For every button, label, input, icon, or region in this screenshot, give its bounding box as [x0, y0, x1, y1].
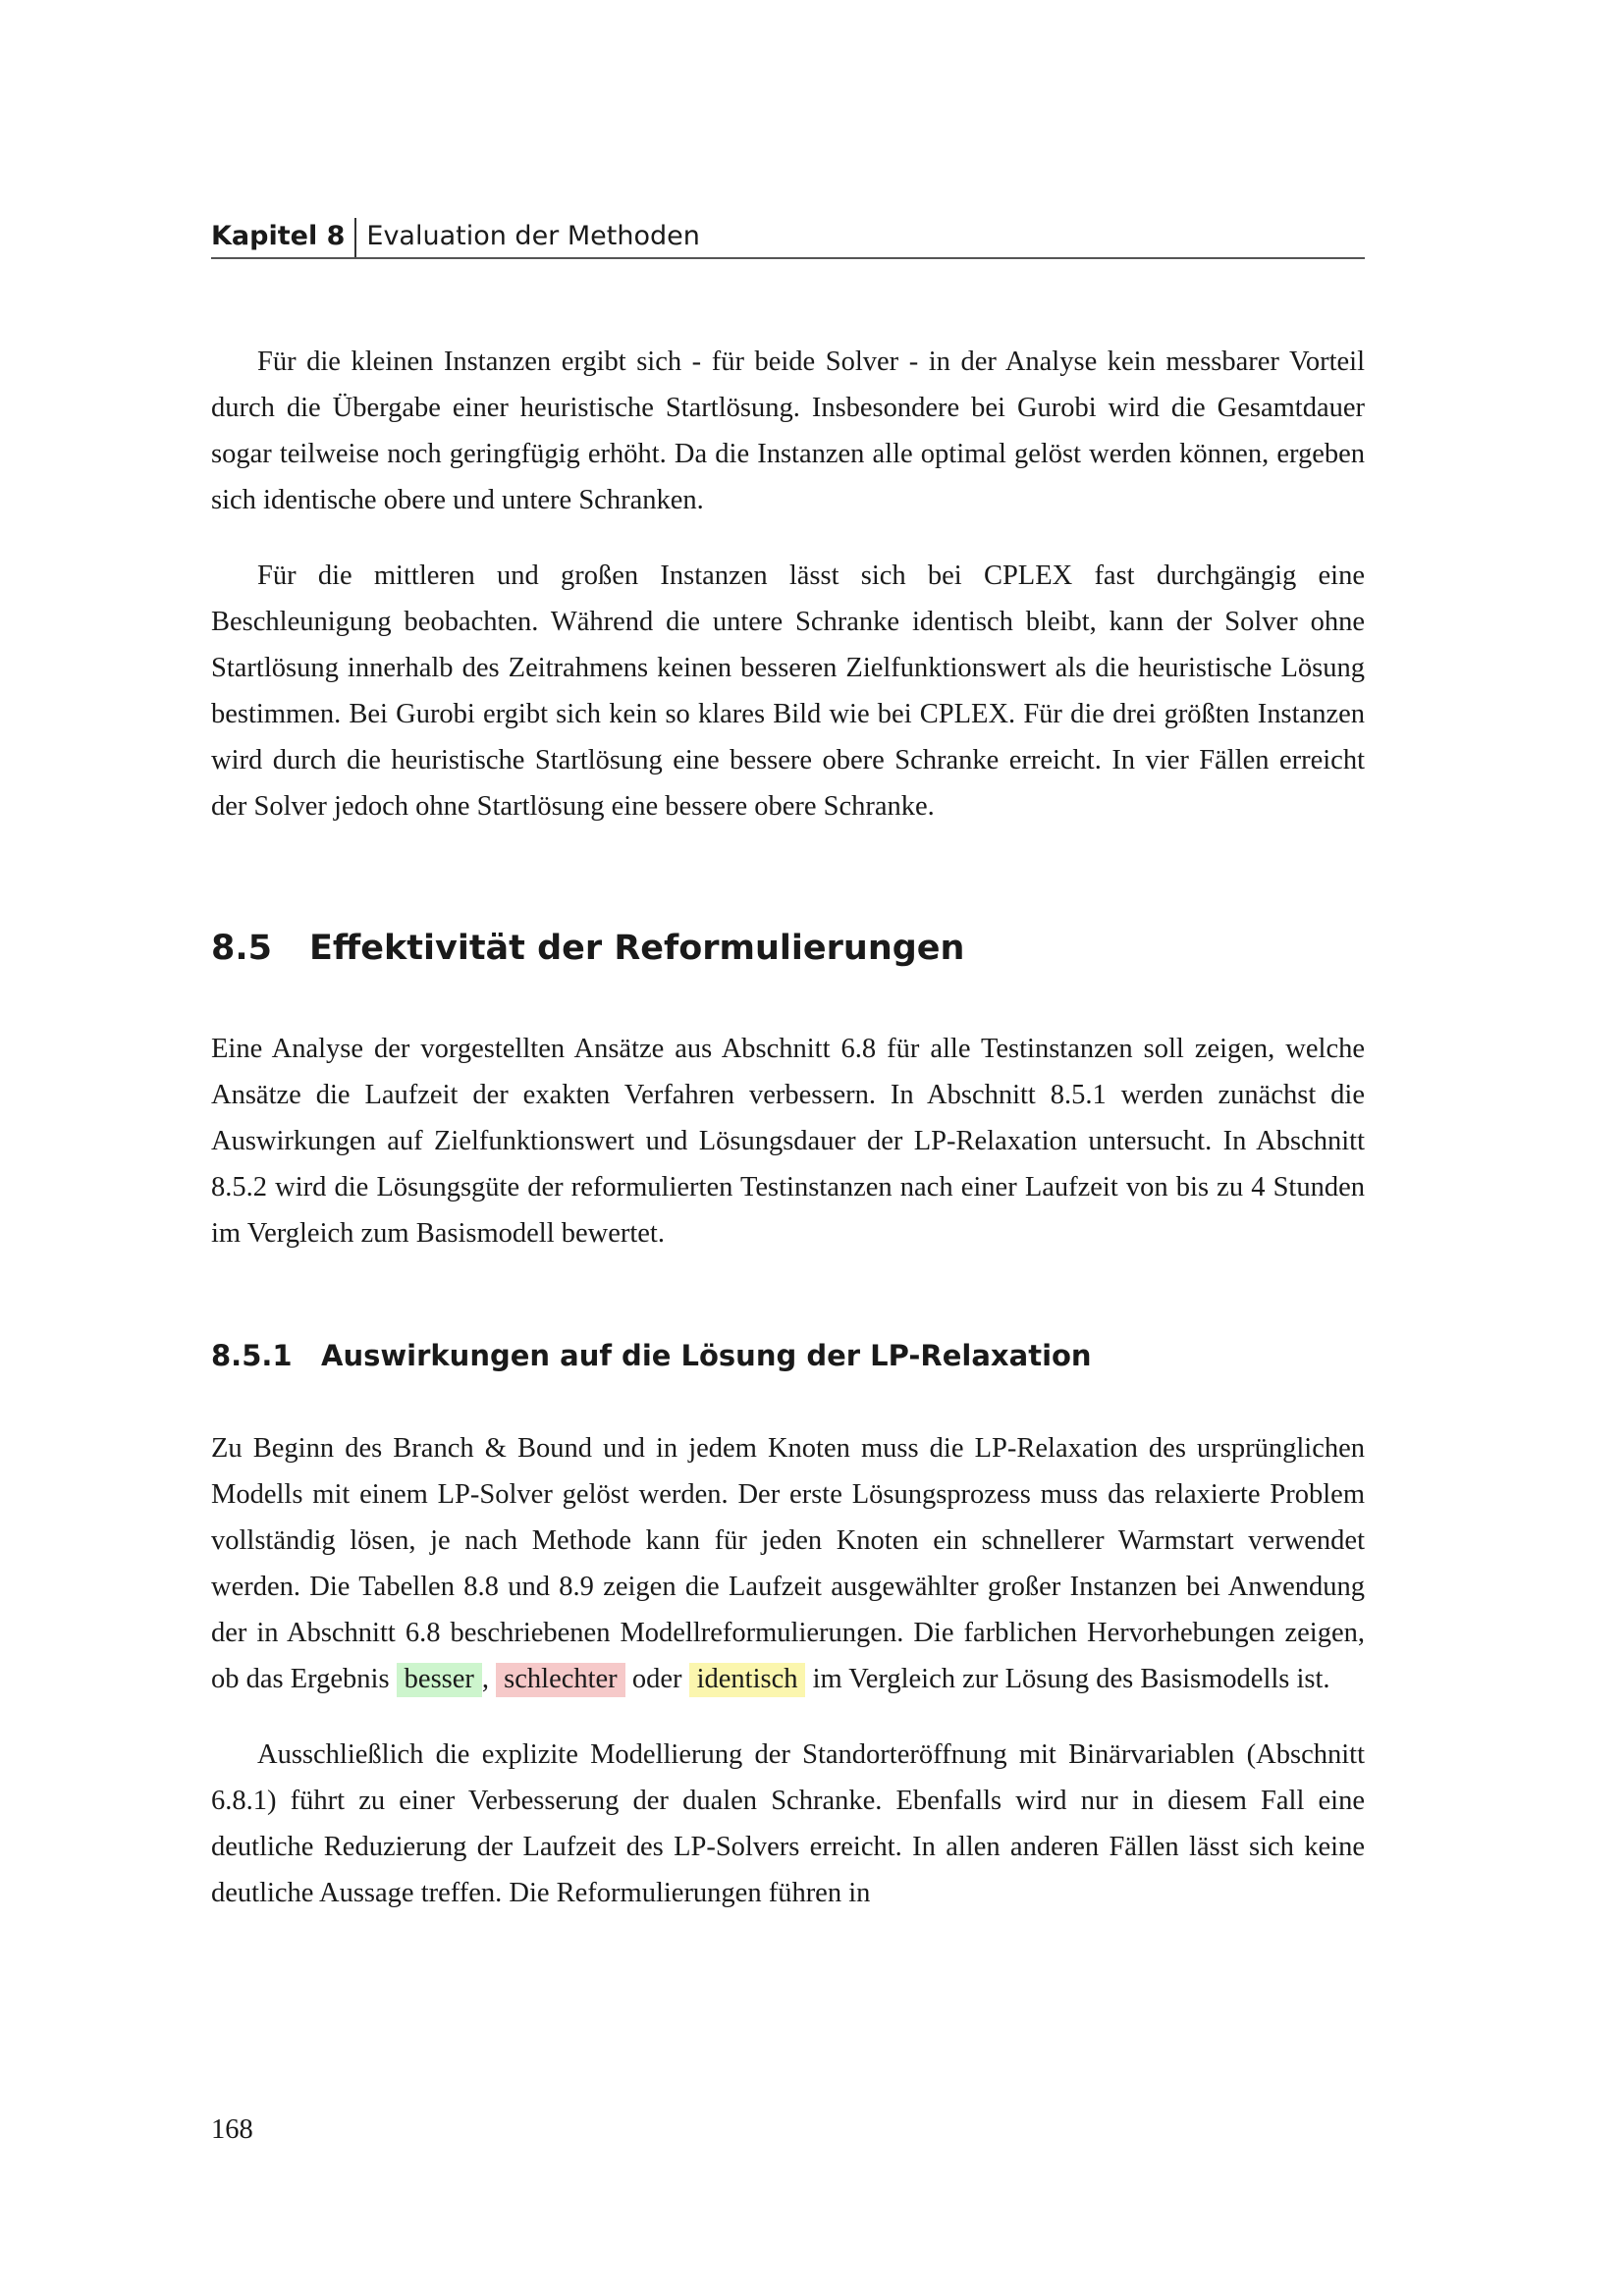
subsection-heading: [211, 1335, 1365, 1376]
paragraph-medium-large-instances: Für die mittleren und großen Instanzen lässt sich bei CPLEX fast durchgängig eine Beschleunigung beobachten. Während die untere Schranke identisch bleibt, kann der Solver ohne Startlösung innerhalb des Zeitrahmens keinen besseren Zielfunktionswert als die heuristische Lösung bestimmen. Bei Gurobi ergibt sich kein so klares Bild wie bei CPLEX. Für die drei größten Instanzen wird durch die heuristische Startlösung eine bessere obere Schranke erreicht. In vier Fällen erreicht der Solver jedoch ohne Startlösung eine bessere obere Schranke.: [211, 561, 1365, 822]
page-number: 168: [211, 2114, 253, 2145]
comma: ,: [481, 1664, 490, 1694]
chapter-label: Kapitel 8: [211, 218, 356, 257]
paragraph-lp-relaxation-text: Zu Beginn des Branch & Bound und in jedem Knoten muss die LP-Relaxation des ursprünglichen Modells mit einem LP-Solver gelöst werden. Der erste Lösungsprozess muss das relaxierte Problem vollständig lösen, je nach Methode kann für jeden Knoten ein schnellerer Warmstart verwendet werden. Die Tabellen 8.8 und 8.9 zeigen die Laufzeit ausgewählter großer Instanzen bei Anwendung der in Abschnitt 6.8 beschriebenen Modellreformulierungen. Die farblichen Hervorhebungen zeigen, ob das Ergebnis: [211, 1433, 1365, 1694]
paragraph-lp-relaxation-end: im Vergleich zur Lösung des Basismodells ist.: [812, 1664, 1330, 1694]
paragraph-section-intro: Eine Analyse der vorgestellten Ansätze aus Abschnitt 6.8 für alle Testinstanzen soll zeigen, welche Ansätze die Laufzeit der exakten Verfahren verbessern. In Abschnitt 8.5.1 werden zunächst die Auswirkungen auf Zielfunktionswert und Lösungsdauer der LP-Relaxation untersucht. In Abschnitt 8.5.2 wird die Lösungsgüte der reformulierten Testinstanzen nach einer Laufzeit von bis zu 4 Stunden im Vergleich zum Basismodell bewertet.: [211, 1034, 1365, 1249]
subsection-number: 8.5.1: [211, 1339, 293, 1372]
highlight-identical: identisch: [689, 1663, 806, 1697]
subsection-title: Auswirkungen auf die Lösung der LP-Relaxation: [321, 1339, 1092, 1372]
section-heading: [211, 925, 1365, 972]
main-content: [211, 339, 1365, 1916]
section-title: Effektivität der Reformulierungen: [309, 929, 965, 968]
running-header: [211, 218, 1365, 259]
paragraph-small-instances: Für die kleinen Instanzen ergibt sich - für beide Solver - in der Analyse kein messbarer Vorteil durch die Übergabe einer heuristische Startlösung. Insbesondere bei Gurobi wird die Gesamtdauer sogar teilweise noch geringfügig erhöht. Da die Instanzen alle optimal gelöst werden können, ergeben sich identische obere und untere Schranken.: [211, 347, 1365, 515]
chapter-title: Evaluation der Methoden: [366, 221, 700, 251]
paragraph-reformulation-results: Ausschließlich die explizite Modellierung der Standorteröffnung mit Binärvariablen (Abschnitt 6.8.1) führt zu einer Verbesserung der dualen Schranke. Ebenfalls wird nur in diesem Fall eine deutliche Reduzierung der Laufzeit des LP-Solvers erreicht. In allen anderen Fällen lässt sich keine deutliche Aussage treffen. Die Reformulierungen führen in: [211, 1739, 1365, 1908]
word-oder: oder: [631, 1664, 682, 1694]
section-number: 8.5: [211, 929, 273, 968]
paragraph-lp-relaxation: [211, 1425, 1365, 1702]
highlight-worse: schlechter: [496, 1663, 625, 1697]
highlight-better: besser: [397, 1663, 482, 1697]
